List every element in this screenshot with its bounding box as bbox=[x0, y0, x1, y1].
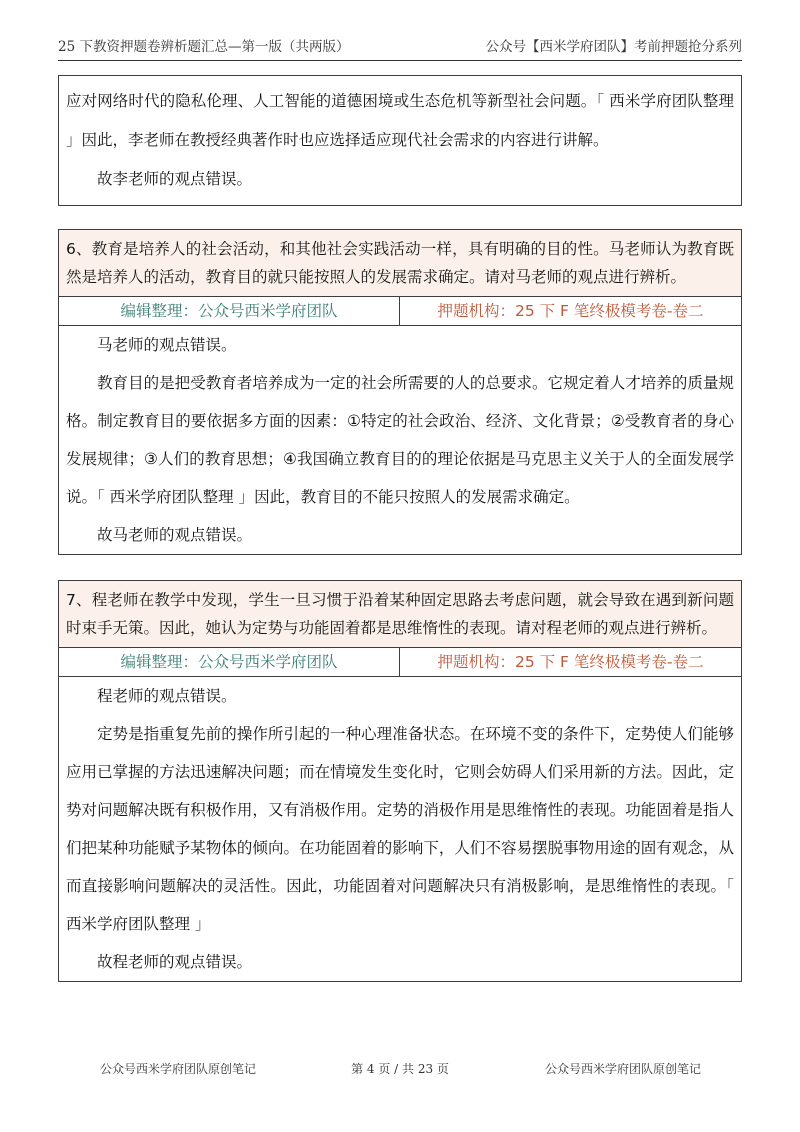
answer-paragraph: 教育目的是把受教育者培养成为一定的社会所需要的人的总要求。它规定着人才培养的质量规格。制定教育目的要依据多方面的因素：①特定的社会政治、经济、文化背景；②受教育者的身心发展规律；③人们的教育思想；④我国确立教育目的的理论依据是马克思主义关于人的全面发展学说。「 西米学府团队整理 」因此，教育目的不能只按照人的发展需求确定。 bbox=[66, 374, 734, 506]
answer-paragraph: 应对网络时代的隐私伦理、人工智能的道德困境或生态危机等新型社会问题。「 西米学府团队整理 」因此，李老师在教授经典著作时也应选择适应现代社会需求的内容进行讲解。 bbox=[66, 92, 734, 149]
continuation-body bbox=[59, 76, 741, 205]
header-divider bbox=[58, 60, 742, 61]
question-text: 7、程老师在教学中发现，学生一旦习惯于沿着某种固定思路去考虑问题，就会导致在遇到新问题时束手无策。因此，她认为定势与功能固着都是思维惰性的表现。请对程老师的观点进行辨析。 bbox=[59, 581, 741, 648]
header-title: 25 下教资押题卷辨析题汇总—第一版（共两版） bbox=[58, 39, 350, 55]
question-meta-row bbox=[59, 297, 741, 326]
answer-paragraph: 定势是指重复先前的操作所引起的一种心理准备状态。在环境不变的条件下，定势使人们能够应用已掌握的方法迅速解决问题；而在情境发生变化时，它则会妨碍人们采用新的方法。因此，定势对问题解决既有积极作用，又有消极作用。定势的消极作用是思维惰性的表现。功能固着是指人们把某种功能赋予某物体的倾向。在功能固着的影响下，人们不容易摆脱事物用途的固有观念，从而直接影响问题解决的灵活性。因此，功能固着对问题解决只有消极影响，是思维惰性的表现。「 西米学府团队整理 」 bbox=[66, 725, 734, 933]
source-label: 押题机构：25 下 F 笔终极模考卷-卷二 bbox=[437, 302, 704, 320]
footer-right-note: 公众号西米学府团队原创笔记 bbox=[545, 1062, 702, 1076]
editor-label: 编辑整理：公众号西米学府团队 bbox=[59, 648, 400, 676]
editor-label: 编辑整理：公众号西米学府团队 bbox=[59, 297, 400, 325]
page-header bbox=[58, 38, 742, 56]
source-label: 押题机构：25 下 F 笔终极模考卷-卷二 bbox=[437, 653, 704, 671]
answer-verdict: 程老师的观点错误。 bbox=[97, 687, 237, 705]
page-number: 第 4 页 / 共 23 页 bbox=[351, 1062, 449, 1076]
answer-conclusion: 故程老师的观点错误。 bbox=[97, 953, 253, 971]
answer-conclusion: 故李老师的观点错误。 bbox=[97, 170, 253, 188]
continuation-answer-box bbox=[58, 75, 742, 206]
footer-left-note: 公众号西米学府团队原创笔记 bbox=[100, 1062, 257, 1076]
question-meta-row bbox=[59, 648, 741, 677]
question-text: 6、教育是培养人的社会活动，和其他社会实践活动一样，具有明确的目的性。马老师认为教育既然是培养人的活动，教育目的就只能按照人的发展需求确定。请对马老师的观点进行辨析。 bbox=[59, 230, 741, 297]
answer-conclusion: 故马老师的观点错误。 bbox=[97, 526, 253, 544]
answer-body bbox=[59, 677, 741, 981]
question-box-7 bbox=[58, 580, 742, 982]
question-box-6 bbox=[58, 229, 742, 555]
answer-verdict: 马老师的观点错误。 bbox=[97, 336, 237, 354]
answer-body bbox=[59, 326, 741, 554]
page-content bbox=[58, 75, 742, 982]
header-series: 公众号【西米学府团队】考前押题抢分系列 bbox=[485, 39, 742, 55]
